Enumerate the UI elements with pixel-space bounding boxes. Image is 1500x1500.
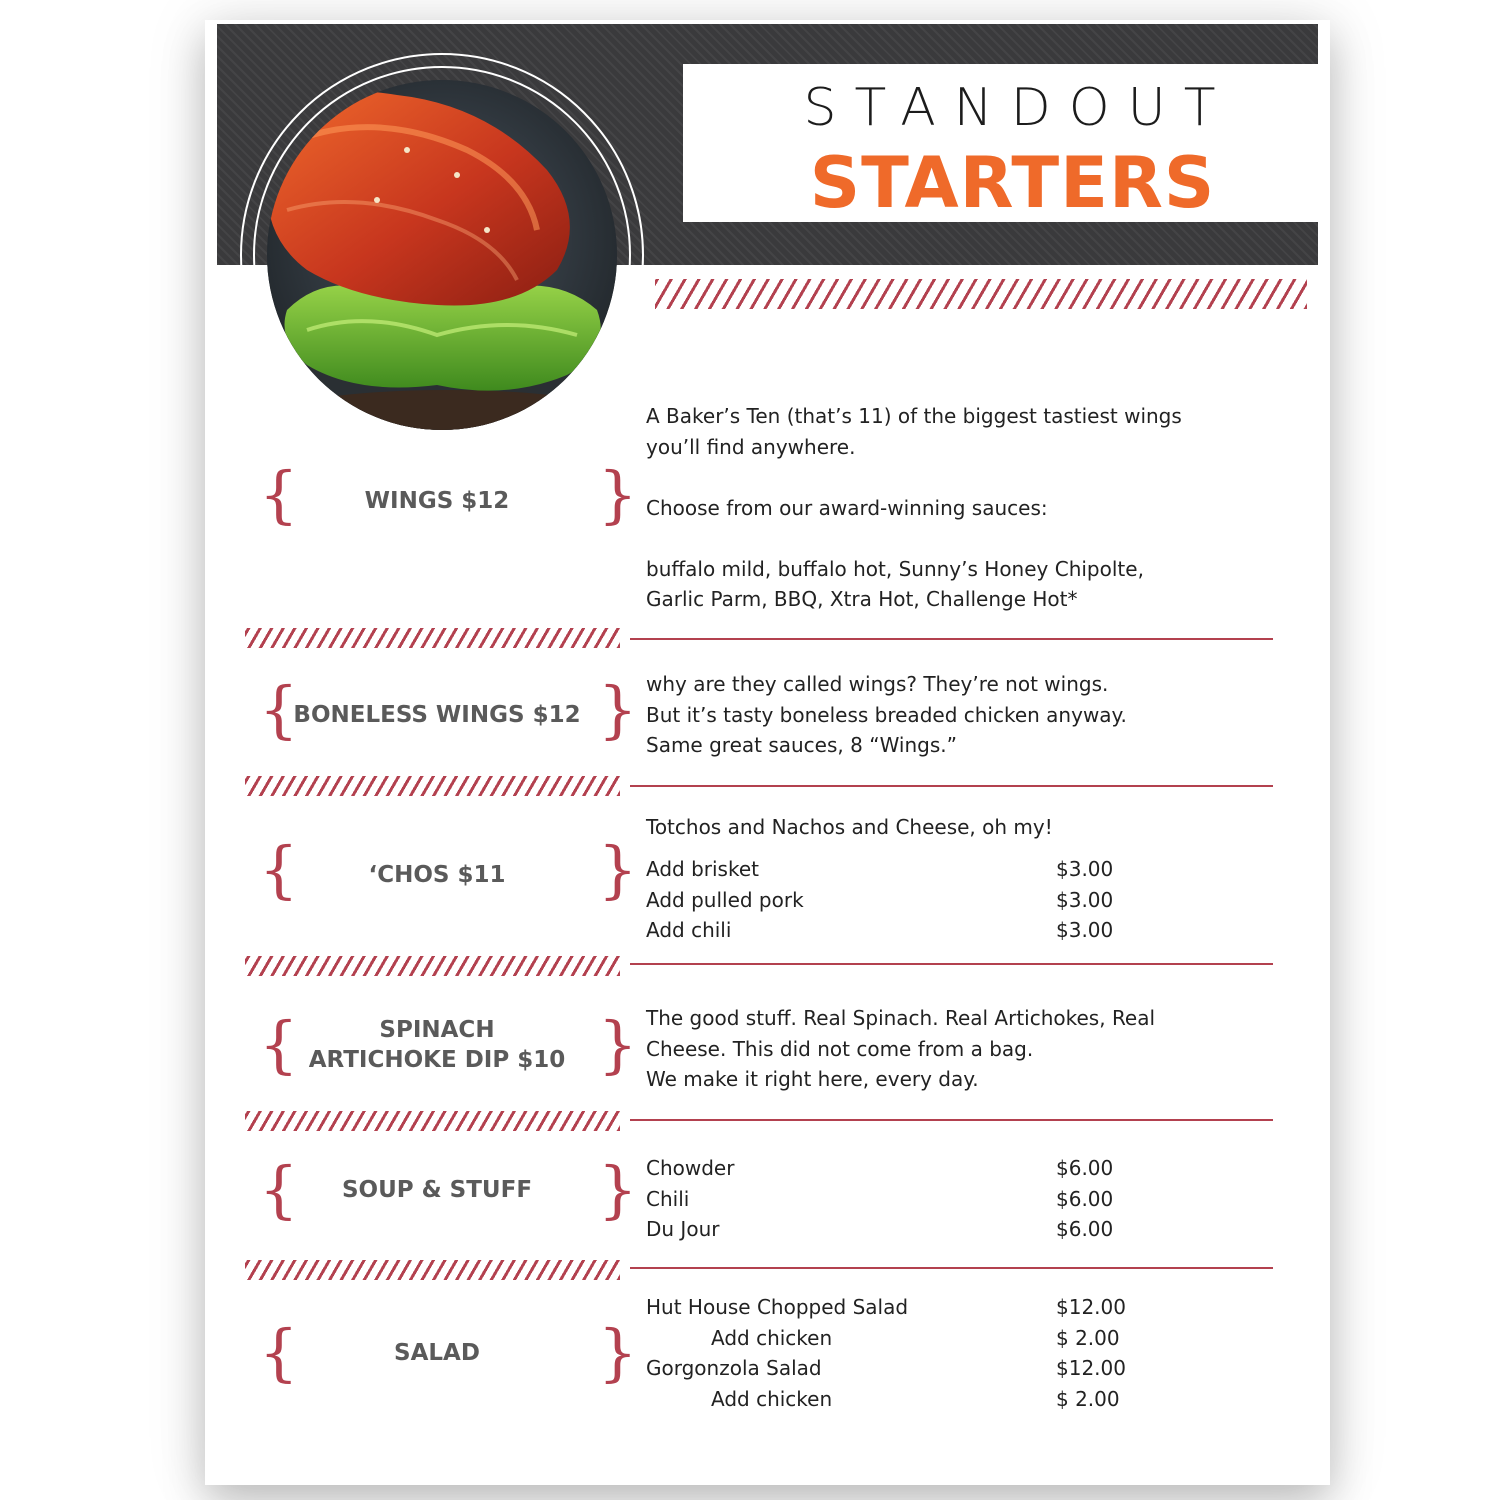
item-name: Gorgonzola Salad	[646, 1356, 822, 1380]
chicken-wings-photo	[267, 80, 617, 430]
wings-desc-line: buffalo mild, buffalo hot, Sunny’s Honey Chipolte,	[646, 556, 1144, 581]
title-box	[683, 64, 1318, 222]
section-title-dip	[292, 1015, 582, 1075]
dip-desc-line: The good stuff. Real Spinach. Real Artichokes, Real	[646, 1006, 1156, 1030]
right-brace: }	[598, 673, 638, 746]
item-price: $ 2.00	[1056, 1325, 1120, 1350]
item-name: Add chicken	[711, 1325, 833, 1350]
dip-desc-line: Cheese. This did not come from a bag.	[646, 1036, 1034, 1061]
wings-desc-line: Garlic Parm, BBQ, Xtra Hot, Challenge Hot*	[646, 587, 1078, 611]
dip-title-line: SPINACH	[379, 1017, 495, 1043]
divider-rule	[630, 785, 1273, 787]
list-item	[646, 1353, 1146, 1384]
left-brace: {	[259, 1153, 299, 1226]
divider-rule	[630, 1267, 1273, 1269]
divider-stripes	[245, 776, 620, 796]
divider-rule	[630, 638, 1273, 640]
dip-desc-line: We make it right here, every day.	[646, 1067, 979, 1091]
dip-description	[646, 1003, 1246, 1095]
item-price: $6.00	[1056, 1217, 1114, 1241]
item-price: $3.00	[1056, 887, 1114, 912]
list-item	[646, 1184, 1146, 1215]
left-brace: {	[259, 458, 299, 531]
list-item	[646, 1323, 1146, 1354]
wings-desc-line: Choose from our award-winning sauces:	[646, 495, 1048, 520]
title-standout: STANDOUT	[803, 78, 1234, 138]
salad-items	[646, 1292, 1146, 1414]
divider-stripes	[245, 1111, 620, 1131]
section-title-salad: SALAD	[394, 1340, 480, 1366]
item-name: Chili	[646, 1186, 690, 1211]
list-item	[646, 1153, 1146, 1184]
divider-rule	[630, 1119, 1273, 1121]
divider-stripes	[245, 628, 620, 648]
item-price: $3.00	[1056, 918, 1114, 942]
item-name: Add chili	[646, 918, 732, 942]
right-brace: }	[598, 458, 638, 531]
right-brace: }	[598, 1153, 638, 1226]
item-price: $12.00	[1056, 1295, 1126, 1319]
list-item	[646, 915, 1146, 946]
wings-desc-line: you’ll find anywhere.	[646, 434, 856, 459]
section-title-chos: ‘CHOS $11	[368, 862, 506, 888]
boneless-desc-line: But it’s tasty boneless breaded chicken anyway.	[646, 702, 1127, 727]
list-item	[646, 1384, 1146, 1415]
section-title-soup: SOUP & STUFF	[341, 1177, 533, 1203]
section-title-boneless: BONELESS WINGS $12	[293, 702, 581, 728]
title-starters: STARTERS	[809, 142, 1216, 224]
header-stripes	[655, 279, 1307, 309]
item-price: $12.00	[1056, 1356, 1126, 1380]
chos-addons	[646, 854, 1146, 946]
wings-desc-line: A Baker’s Ten (that’s 11) of the biggest tastiest wings	[646, 404, 1182, 428]
divider-stripes	[245, 956, 620, 976]
item-name: Add chicken	[711, 1386, 833, 1411]
section-title-wings: WINGS $12	[364, 488, 510, 514]
wings-description	[646, 401, 1246, 615]
right-brace: }	[598, 1008, 638, 1081]
item-price: $6.00	[1056, 1186, 1114, 1211]
item-name: Add brisket	[646, 857, 759, 881]
item-name: Du Jour	[646, 1217, 720, 1241]
soup-items	[646, 1153, 1146, 1245]
item-price: $6.00	[1056, 1156, 1114, 1180]
item-price: $ 2.00	[1056, 1386, 1120, 1411]
list-item	[646, 1292, 1146, 1323]
chos-intro: Totchos and Nachos and Cheese, oh my!	[646, 815, 1053, 839]
boneless-desc-line: Same great sauces, 8 “Wings.”	[646, 733, 957, 757]
item-name: Chowder	[646, 1156, 735, 1180]
right-brace: }	[598, 833, 638, 906]
left-brace: {	[259, 1008, 299, 1081]
list-item	[646, 1214, 1146, 1245]
item-name: Hut House Chopped Salad	[646, 1295, 909, 1319]
list-item	[646, 854, 1146, 885]
divider-rule	[630, 963, 1273, 965]
divider-stripes	[245, 1260, 620, 1280]
right-brace: }	[598, 1316, 638, 1389]
menu-page	[217, 24, 1318, 1465]
item-price: $3.00	[1056, 857, 1114, 881]
item-name: Add pulled pork	[646, 887, 804, 912]
left-brace: {	[259, 833, 299, 906]
boneless-description	[646, 669, 1246, 761]
boneless-desc-line: why are they called wings? They’re not wings.	[646, 672, 1109, 696]
left-brace: {	[259, 673, 299, 746]
list-item	[646, 885, 1146, 916]
dip-title-line: ARTICHOKE DIP $10	[308, 1047, 566, 1073]
left-brace: {	[259, 1316, 299, 1389]
